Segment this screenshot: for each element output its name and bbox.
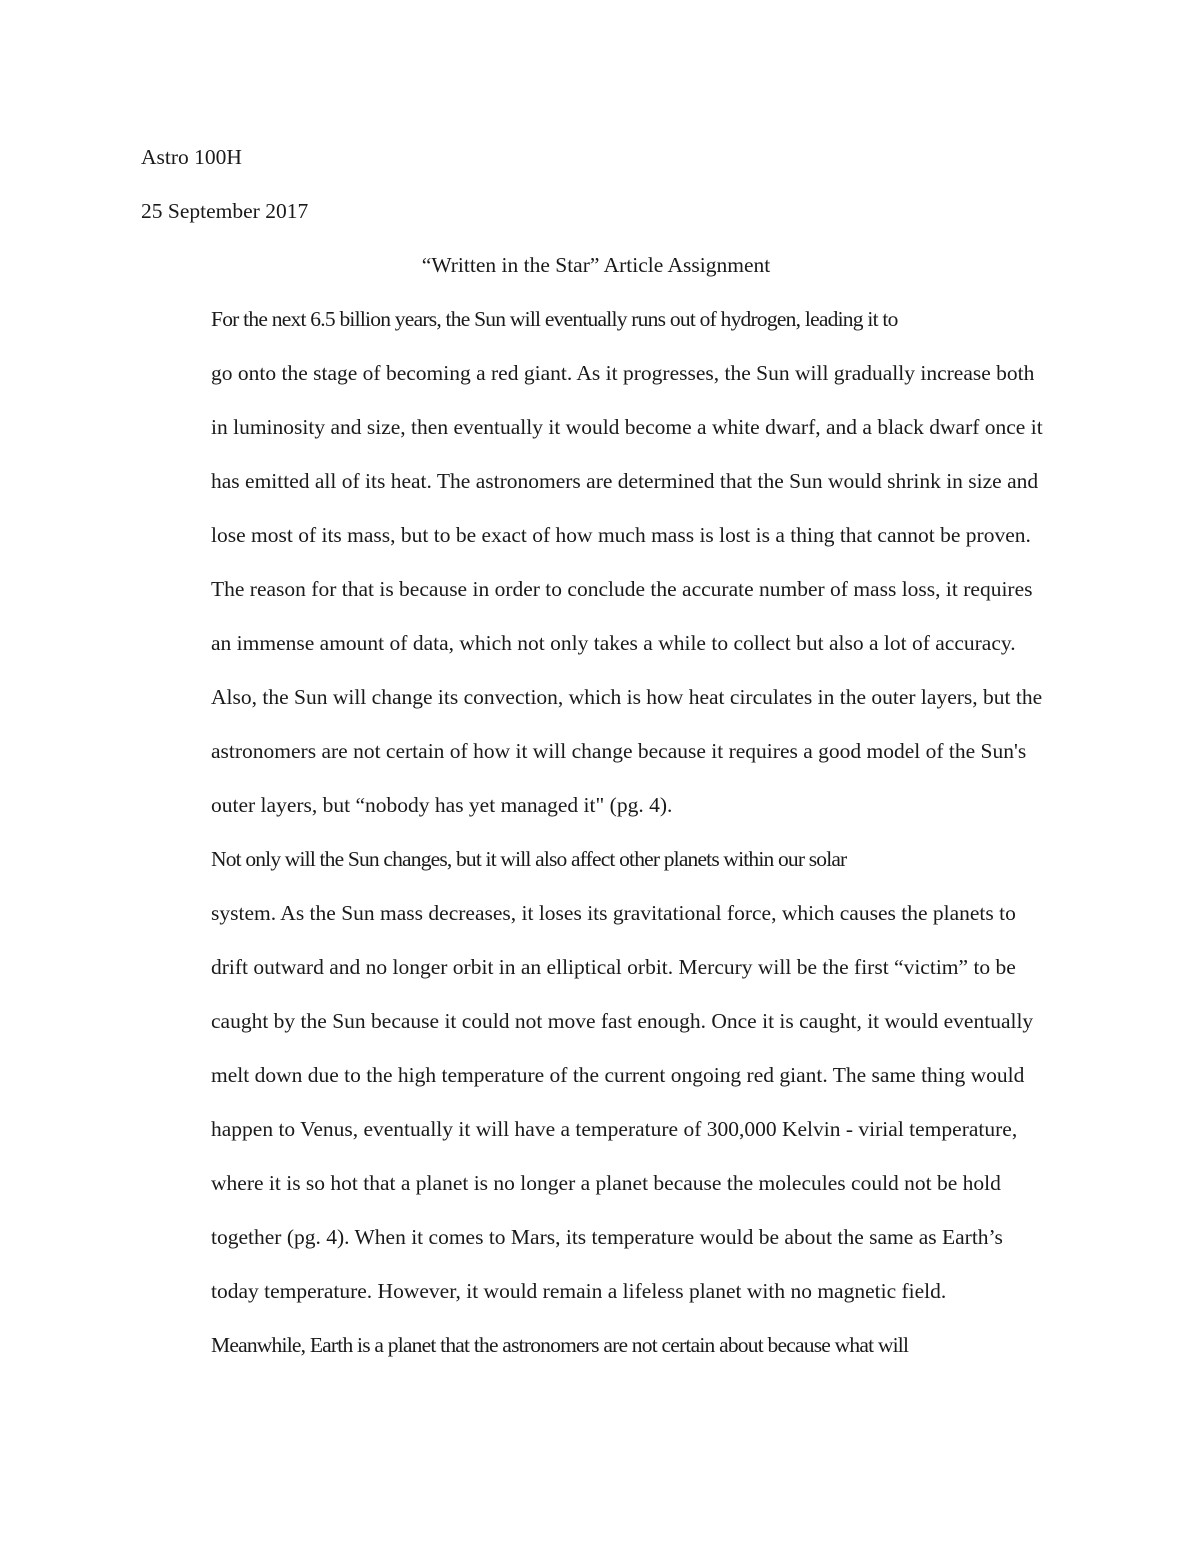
text-line: together (pg. 4). When it comes to Mars, its temperature would be about the same as Earth’s	[211, 1225, 1003, 1249]
text-line: Not only will the Sun changes, but it will also affect other planets within our solar	[211, 847, 847, 871]
document-title: “Written in the Star” Article Assignment	[421, 253, 771, 277]
text-line: drift outward and no longer orbit in an elliptical orbit. Mercury will be the first “victim” to be	[211, 955, 1016, 979]
text-line: caught by the Sun because it could not move fast enough. Once it is caught, it would eventually	[211, 1009, 1034, 1033]
text-line: where it is so hot that a planet is no longer a planet because the molecules could not be hold	[211, 1171, 1001, 1195]
text-line: melt down due to the high temperature of the current ongoing red giant. The same thing would	[211, 1063, 1025, 1087]
paragraph-2	[141, 832, 1051, 1318]
text-line: The reason for that is because in order to conclude the accurate number of mass loss, it requires	[211, 577, 1033, 601]
text-line: Also, the Sun will change its convection, which is how heat circulates in the outer layers, but the	[211, 685, 1043, 709]
paragraph-3	[141, 1318, 1051, 1372]
text-line: today temperature. However, it would remain a lifeless planet with no magnetic field.	[211, 1279, 947, 1303]
document-body	[141, 130, 1051, 1372]
text-line: Meanwhile, Earth is a planet that the astronomers are not certain about because what will	[211, 1333, 909, 1357]
text-line: go onto the stage of becoming a red giant. As it progresses, the Sun will gradually increase both	[211, 361, 1035, 385]
text-line: system. As the Sun mass decreases, it loses its gravitational force, which causes the planets to	[211, 901, 1016, 925]
text-line: in luminosity and size, then eventually it would become a white dwarf, and a black dwarf once it	[211, 415, 1043, 439]
text-line: an immense amount of data, which not only takes a while to collect but also a lot of accuracy.	[211, 631, 1016, 655]
text-line: astronomers are not certain of how it will change because it requires a good model of the Sun's	[211, 739, 1027, 763]
document-date: 25 September 2017	[141, 199, 309, 223]
course-name: Astro 100H	[141, 145, 242, 169]
paragraph-1	[141, 292, 1051, 832]
text-line: happen to Venus, eventually it will have a temperature of 300,000 Kelvin - virial temperature,	[211, 1117, 1018, 1141]
text-line: lose most of its mass, but to be exact of how much mass is lost is a thing that cannot be proven.	[211, 523, 1031, 547]
text-line: outer layers, but “nobody has yet managed it" (pg. 4).	[211, 793, 673, 817]
text-line: has emitted all of its heat. The astronomers are determined that the Sun would shrink in size and	[211, 469, 1039, 493]
text-line: For the next 6.5 billion years, the Sun will eventually runs out of hydrogen, leading it to	[211, 307, 898, 331]
